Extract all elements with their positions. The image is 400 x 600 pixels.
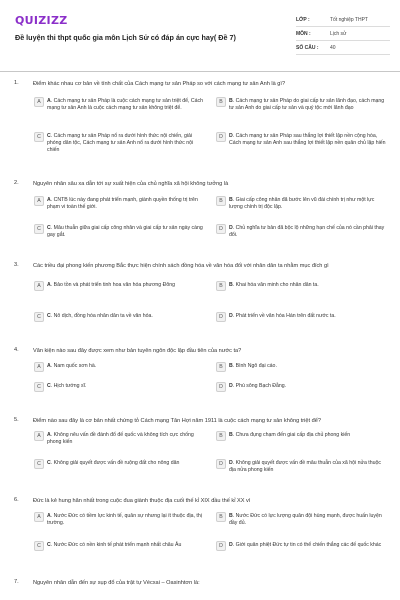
option-c[interactable] (34, 132, 204, 154)
option-c[interactable] (34, 459, 204, 469)
option-text: B. Bình Ngô đại cáo. (229, 363, 277, 369)
option-d[interactable] (216, 541, 386, 551)
meta-info (296, 13, 390, 55)
option-b[interactable] (216, 281, 386, 291)
option-body: Nước Đức có lực lượng quân đội hùng mạnh, được huấn luyện đầy đủ. (229, 513, 382, 526)
option-body: Nước Đức có nền kinh tế phát triển mạnh nhất châu Âu (53, 542, 182, 548)
option-letter-box[interactable]: C (34, 382, 44, 392)
document-title: Đề luyện thi thpt quốc gia môn Lịch Sử có đáp án cực hay( Đề 7) (15, 33, 236, 42)
meta-label: MÔN : (296, 30, 311, 37)
option-letter-box[interactable]: A (34, 97, 44, 107)
option-letter-box[interactable]: B (216, 281, 226, 291)
option-letter-label: A (47, 282, 51, 288)
option-b[interactable] (216, 512, 386, 527)
option-body: Cách mạng tư sản Pháp nổ ra dưới hình thức nội chiến, giải phóng dân tộc, Cách mạng tư sản Anh nổ ra dưới hình thức nội chiến (47, 133, 194, 153)
option-body: Không giải quyết được vấn đề mâu thuẫn của xã hội nửa thuộc địa nửa phong kiến (229, 460, 381, 473)
option-letter-label: D (229, 383, 233, 389)
option-d[interactable] (216, 459, 386, 474)
option-body: Chưa đụng chạm đến giai cấp địa chủ phong kiến (235, 432, 351, 438)
option-body: Cách mạng tư sản Pháp là cuộc cách mạng tư sản triệt để, Cách mạng tư sản Anh là cuộc cách mạng tư sản không triệt để. (47, 98, 204, 111)
option-d[interactable] (216, 132, 386, 147)
option-text: D. Phát triển về văn hóa Hán trên đất nước ta. (229, 313, 336, 319)
option-body: Cách mạng tư sản Pháp sau thắng lợi thiết lập nền cộng hòa, Cách mạng tư sản Anh sau thắng lợi thiết lập nền quân chủ lập hiến (229, 133, 386, 146)
option-text: B. Chưa đụng chạm đến giai cấp địa chủ phong kiến (229, 432, 351, 438)
option-b[interactable] (216, 431, 386, 441)
option-letter-label: B (229, 282, 233, 288)
option-text: D. Phú sông Bạch Đằng. (229, 383, 287, 389)
option-text: B. Nước Đức có lực lượng quân đội hùng mạnh, được huấn luyện đầy đủ. (229, 513, 382, 526)
option-letter-box[interactable]: B (216, 431, 226, 441)
option-body: Nam quốc sơn hà. (53, 363, 97, 369)
option-b[interactable] (216, 196, 386, 211)
option-letter-box[interactable]: A (34, 362, 44, 372)
option-text: A. Không nêu vấn đề đánh đổ đế quốc và không tích cực chống phong kiến (47, 432, 194, 445)
option-text: D. Không giải quyết được vấn đề mâu thuẫn của xã hội nửa thuộc địa nửa phong kiến (229, 460, 381, 473)
option-letter-box[interactable]: B (216, 196, 226, 206)
option-letter-label: A (47, 363, 51, 369)
option-letter-box[interactable]: A (34, 281, 44, 291)
question-text: Nguyên nhân sâu xa dẫn tới sự xuất hiện của chủ nghĩa xã hội không tưởng là (33, 181, 229, 187)
option-a[interactable] (34, 362, 204, 372)
option-c[interactable] (34, 312, 204, 322)
option-text: B. Cách mạng tư sản Pháp do giai cấp tư sản lãnh đạo, cách mạng tư sản Anh do giai cấp tư sản và quý tộc mới lãnh đạo (229, 98, 385, 111)
option-letter-box[interactable]: A (34, 196, 44, 206)
option-body: Bình Ngô đại cáo. (235, 363, 277, 369)
option-letter-box[interactable]: B (216, 97, 226, 107)
option-body: Cách mạng tư sản Pháp do giai cấp tư sản lãnh đạo, cách mạng tư sản Anh do giai cấp tư sản và quý tộc mới lãnh đạo (229, 98, 385, 111)
option-letter-box[interactable]: C (34, 224, 44, 234)
option-body: Khai hóa văn minh cho nhân dân ta. (235, 282, 319, 288)
question-number: 1. (14, 80, 19, 86)
option-letter-label: D (229, 460, 233, 466)
quizizz-logo: QUIZIZZ (15, 14, 68, 27)
option-letter-label: A (47, 432, 51, 438)
page-header (0, 0, 400, 62)
option-d[interactable] (216, 382, 386, 392)
option-letter-box[interactable]: D (216, 382, 226, 392)
option-c[interactable] (34, 541, 204, 551)
option-letter-box[interactable]: D (216, 224, 226, 234)
header-divider (0, 71, 400, 72)
question-number: 5. (14, 417, 19, 423)
meta-row-subject (296, 27, 390, 41)
option-body: Chủ nghĩa tư bản đã bộc lộ những hạn chế của nó cần phải thay đổi. (229, 225, 385, 238)
option-body: Bảo tồn và phát triển tinh hoa văn hóa phương Đông (53, 282, 176, 288)
meta-value: Lịch sử (330, 30, 347, 37)
option-body: Phát triển về văn hóa Hán trên đất nước ta. (235, 313, 336, 319)
option-body: Giới quân phiệt Đức tự tin có thể chiến thắng các đế quốc khác (235, 542, 382, 548)
option-letter-label: B (229, 197, 233, 203)
meta-value: 40 (330, 44, 336, 51)
question-number: 6. (14, 497, 19, 503)
option-text: C. Nước Đức có nền kinh tế phát triển mạnh nhất châu Âu (47, 542, 182, 548)
option-letter-label: D (229, 133, 233, 139)
option-letter-box[interactable]: D (216, 132, 226, 142)
option-letter-box[interactable]: C (34, 459, 44, 469)
option-letter-label: A (47, 197, 51, 203)
option-text: A. CNTB lúc này đang phát triển mạnh, giành quyền thống trị trên phạm vi toàn thế giới. (47, 197, 198, 210)
option-text: C. Cách mạng tư sản Pháp nổ ra dưới hình thức nội chiến, giải phóng dân tộc, Cách mạng tư sản Anh nổ ra dưới hình thức nội chiến (47, 133, 194, 153)
option-text: A. Cách mạng tư sản Pháp là cuộc cách mạng tư sản triệt để, Cách mạng tư sản Anh là cuộc cách mạng tư sản không triệt để. (47, 98, 204, 111)
option-text: D. Giới quân phiệt Đức tự tin có thể chiến thắng các đế quốc khác (229, 542, 382, 548)
option-letter-box[interactable]: D (216, 459, 226, 469)
option-body: Giai cấp công nhân đã bước lên vũ đài chính trị như một lực lượng chính trị độc lập. (229, 197, 375, 210)
option-letter-label: B (229, 513, 233, 519)
option-b[interactable] (216, 362, 386, 372)
option-body: Mâu thuẫn giữa giai cấp công nhân và giai cấp tư sản ngày càng gay gắt. (47, 225, 203, 238)
option-letter-label: C (47, 225, 51, 231)
option-letter-label: D (229, 225, 233, 231)
option-text: C. Mâu thuẫn giữa giai cấp công nhân và giai cấp tư sản ngày càng gay gắt. (47, 225, 203, 238)
meta-row-count (296, 41, 390, 55)
option-a[interactable] (34, 196, 204, 211)
meta-label: LỚP : (296, 16, 310, 23)
option-body: Không nêu vấn đề đánh đổ đế quốc và không tích cực chống phong kiến (47, 432, 194, 445)
option-text: A. Nam quốc sơn hà. (47, 363, 97, 369)
option-a[interactable] (34, 512, 204, 527)
option-text: C. Hịch tướng sĩ. (47, 383, 87, 389)
option-d[interactable] (216, 224, 386, 239)
option-letter-label: C (47, 542, 51, 548)
meta-value: Tốt nghiệp THPT (330, 16, 368, 23)
option-text: A. Bảo tồn và phát triển tinh hoa văn hóa phương Đông (47, 282, 176, 288)
option-a[interactable] (34, 431, 204, 446)
option-letter-box[interactable]: D (216, 312, 226, 322)
option-letter-label: A (47, 513, 51, 519)
option-letter-box[interactable]: C (34, 541, 44, 551)
option-body: Hịch tướng sĩ. (53, 383, 87, 389)
option-d[interactable] (216, 312, 386, 322)
question-text: Nguyên nhân dẫn đến sự sụp đổ của trật tự Vécxai – Oasinhtơn là: (33, 580, 200, 586)
question-text: Điểm nào sau đây là cơ bản nhất chứng tỏ Cách mạng Tân Hợi năm 1911 là cuộc cách mạng tư sản không triệt để? (33, 418, 321, 424)
question-text: Đức là kẻ hung hăn nhất trong cuộc đua giành thuộc địa cuối thế kỉ XIX đầu thế kỉ XX vì (33, 498, 251, 504)
option-letter-label: B (229, 363, 233, 369)
option-text: B. Giai cấp công nhân đã bước lên vũ đài chính trị như một lực lượng chính trị độc lập. (229, 197, 375, 210)
option-letter-box[interactable]: C (34, 312, 44, 322)
option-letter-label: C (47, 313, 51, 319)
option-body: Nước Đức có tiềm lực kinh tế, quân sự nhưng lại ít thuộc địa, thị trường. (47, 513, 202, 526)
option-letter-label: C (47, 383, 51, 389)
question-text: Các triều đại phong kiến phương Bắc thực hiện chính sách đồng hóa về văn hóa đối với nhân dân ta nhằm mục đích gì (33, 263, 329, 269)
option-c[interactable] (34, 382, 204, 392)
option-letter-label: D (229, 542, 233, 548)
option-letter-label: A (47, 98, 51, 104)
option-letter-box[interactable]: A (34, 431, 44, 441)
meta-row-grade (296, 13, 390, 27)
option-letter-label: B (229, 98, 233, 104)
option-c[interactable] (34, 224, 204, 239)
option-a[interactable] (34, 97, 204, 112)
option-body: Nô dịch, đồng hóa nhân dân ta về văn hóa. (53, 313, 153, 319)
option-text: D. Chủ nghĩa tư bản đã bộc lộ những hạn chế của nó cần phải thay đổi. (229, 225, 385, 238)
question-number: 2. (14, 180, 19, 186)
question-number: 3. (14, 262, 19, 268)
meta-label: SỐ CÂU : (296, 44, 319, 51)
question-text: Văn kiện nào sau đây được xem như bản tuyên ngôn độc lập đầu tiên của nước ta? (33, 348, 242, 354)
option-body: CNTB lúc này đang phát triển mạnh, giành quyền thống trị trên phạm vi toàn thế giới. (47, 197, 198, 210)
option-letter-label: B (229, 432, 233, 438)
option-body: Phú sông Bạch Đằng. (235, 383, 287, 389)
option-a[interactable] (34, 281, 204, 291)
question-text: Điểm khác nhau cơ bản về tính chất của Cách mạng tư sản Pháp so với cách mạng tư sản Anh là gì? (33, 81, 286, 87)
option-letter-label: C (47, 460, 51, 466)
option-b[interactable] (216, 97, 386, 112)
question-number: 7. (14, 579, 19, 585)
option-letter-label: D (229, 313, 233, 319)
option-body: Không giải quyết được vấn đề ruộng đất cho nông dân (53, 460, 180, 466)
question-number: 4. (14, 347, 19, 353)
option-letter-box[interactable]: D (216, 541, 226, 551)
option-letter-box[interactable]: B (216, 362, 226, 372)
option-letter-label: C (47, 133, 51, 139)
option-text: B. Khai hóa văn minh cho nhân dân ta. (229, 282, 319, 288)
option-letter-box[interactable]: A (34, 512, 44, 522)
option-letter-box[interactable]: B (216, 512, 226, 522)
option-text: C. Nô dịch, đồng hóa nhân dân ta về văn hóa. (47, 313, 153, 319)
option-text: D. Cách mạng tư sản Pháp sau thắng lợi thiết lập nền cộng hòa, Cách mạng tư sản Anh sau thắng lợi thiết lập nền quân chủ lập hiến (229, 133, 386, 146)
option-text: A. Nước Đức có tiềm lực kinh tế, quân sự nhưng lại ít thuộc địa, thị trường. (47, 513, 202, 526)
option-text: C. Không giải quyết được vấn đề ruộng đất cho nông dân (47, 460, 180, 466)
option-letter-box[interactable]: C (34, 132, 44, 142)
